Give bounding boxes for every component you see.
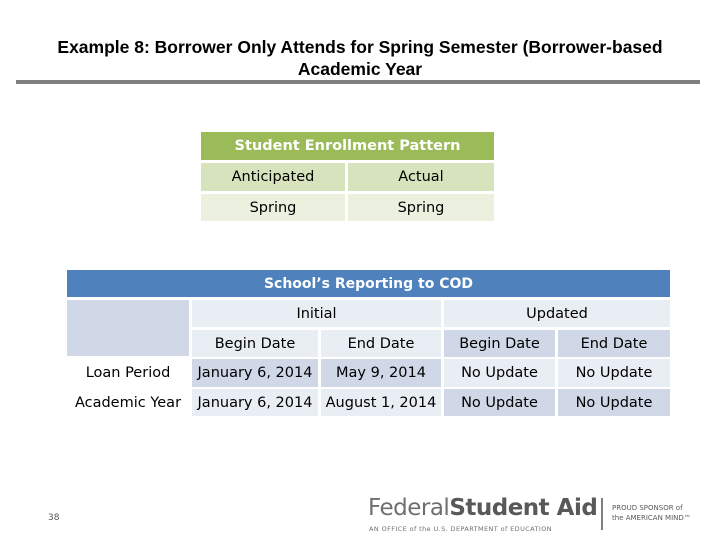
- fsa-subtitle: AN OFFICE of the U.S. DEPARTMENT of EDUCATION: [369, 525, 552, 533]
- fsa-wordmark-regular: Federal: [368, 495, 450, 521]
- cod-cell: No Update: [444, 389, 555, 416]
- cod-table-header: School’s Reporting to COD: [67, 270, 670, 297]
- cod-cell: May 9, 2014: [321, 359, 441, 387]
- cod-group-initial: Initial: [192, 300, 441, 327]
- cod-cell: January 6, 2014: [192, 389, 318, 416]
- cod-row-label-academic-year: Academic Year: [67, 389, 189, 416]
- cod-subcol-end-date: End Date: [321, 330, 441, 357]
- title-divider: [16, 80, 700, 84]
- cod-subcol-end-date: End Date: [558, 330, 670, 357]
- cod-subcol-begin-date: Begin Date: [192, 330, 318, 357]
- cod-group-updated: Updated: [444, 300, 670, 327]
- cod-subcol-begin-date: Begin Date: [444, 330, 555, 357]
- cod-row-label-loan-period: Loan Period: [67, 359, 189, 387]
- sponsor-line1: PROUD SPONSOR of: [612, 504, 683, 512]
- cod-cell: January 6, 2014: [192, 359, 318, 387]
- cod-cell: No Update: [558, 359, 670, 387]
- fsa-wordmark: [368, 495, 597, 521]
- cod-cell: No Update: [558, 389, 670, 416]
- fsa-wordmark-bold: Student Aid: [449, 495, 598, 521]
- sponsor-line2: the AMERICAN MIND™: [612, 514, 691, 522]
- enrollment-cell: Spring: [348, 194, 494, 221]
- footer-divider: [601, 498, 603, 530]
- slide-title: [0, 36, 720, 80]
- enrollment-table-header: Student Enrollment Pattern: [201, 132, 494, 160]
- cod-corner-cell: [67, 300, 189, 356]
- fsa-logo: [354, 493, 720, 540]
- enrollment-col-anticipated: Anticipated: [201, 163, 345, 191]
- cod-cell: No Update: [444, 359, 555, 387]
- slide-title-line2: Academic Year: [297, 59, 423, 79]
- slide-title-line1: Example 8: Borrower Only Attends for Spring Semester (Borrower-based: [57, 37, 663, 57]
- enrollment-col-actual: Actual: [348, 163, 494, 191]
- enrollment-cell: Spring: [201, 194, 345, 221]
- cod-cell: August 1, 2014: [321, 389, 441, 416]
- sponsor-text: [612, 503, 691, 523]
- page-number: 38: [48, 513, 60, 523]
